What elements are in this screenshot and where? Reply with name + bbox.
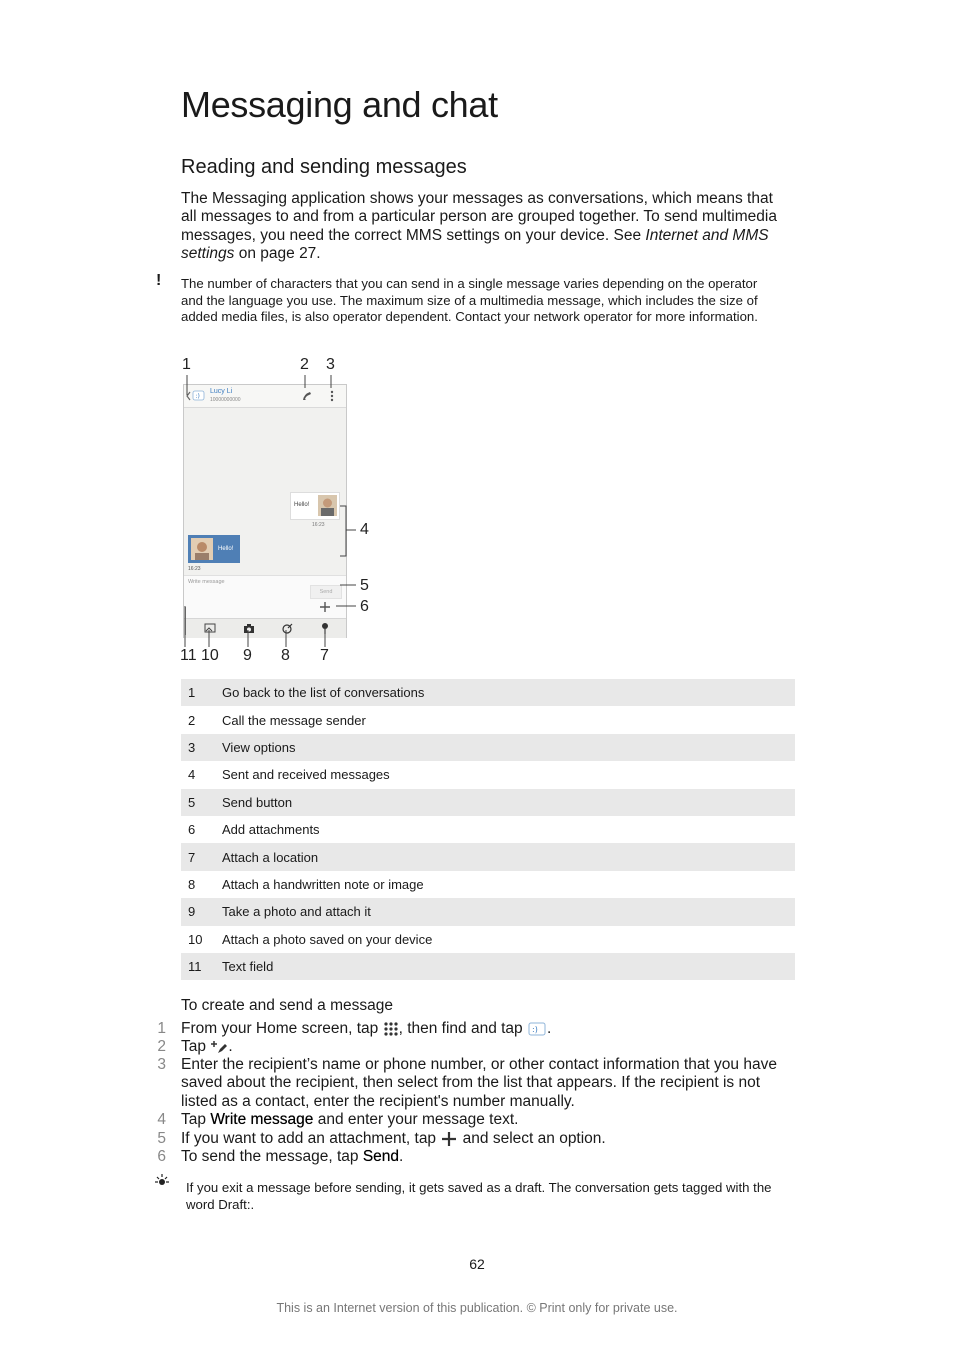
warning-icon: !: [156, 272, 162, 289]
table-row: 8 Attach a handwritten note or image: [188, 876, 424, 892]
received-time: 16:23: [188, 566, 201, 572]
mms-settings-link[interactable]: Internet and MMS settings: [181, 226, 769, 263]
step-6: To send the message, tap Send.: [181, 1148, 404, 1165]
callout-4: 4: [360, 521, 369, 538]
section-title: Reading and sending messages: [181, 156, 467, 178]
sent-message-bubble[interactable]: Hello!: [290, 492, 340, 520]
note-paragraph: The number of characters that you can send in a single message varies depending on the operator and the language you use. The maximum size of a multimedia message, which includes the size of added media files, is also operator dependent. Contact your network operator for more information.: [181, 276, 758, 325]
callout-9: 9: [243, 647, 252, 664]
new-message-icon: [210, 1039, 228, 1055]
footer-notice: This is an Internet version of this publication. © Print only for private use.: [276, 1301, 678, 1315]
tip-paragraph: If you exit a message before sending, it gets saved as a draft. The conversation gets tagged with the word Draft:.: [186, 1180, 772, 1212]
steps-heading: To create and send a message: [181, 997, 393, 1014]
svg-text::): :): [531, 1024, 538, 1034]
step-3: Enter the recipient’s name or phone number, or other contact information that you have saved about the recipient, then select from the list that appears. If the recipient is not listed as a contact, enter the recipient's number manually.: [181, 1056, 777, 1110]
write-message-label: Write message: [210, 1111, 314, 1128]
page-number: 62: [469, 1256, 485, 1272]
tip-lightbulb-icon: [154, 1174, 170, 1190]
step-2: Tap .: [181, 1038, 233, 1055]
callout-5: 5: [360, 577, 369, 594]
step-number: 3: [157, 1056, 166, 1073]
table-row: 5 Send button: [181, 789, 795, 816]
table-row: 11 Text field: [181, 953, 795, 980]
send-button-figure[interactable]: Send: [310, 585, 342, 599]
legend-table: [181, 679, 795, 980]
messaging-app-icon: [527, 1021, 547, 1037]
step-number: 1: [157, 1020, 166, 1037]
table-row: 9 Take a photo and attach it: [181, 898, 795, 925]
sent-time: 16:23: [312, 522, 325, 528]
step-number: 4: [157, 1111, 166, 1128]
step-4: Tap Write message and enter your message text.: [181, 1111, 519, 1128]
intro-paragraph: The Messaging application shows your messages as conversations, which means that all messages to and from a particular person are grouped together. To send multimedia messages, you need the correct MMS settings on your device. See Internet and MMS settings on page 27.: [181, 190, 777, 263]
table-row: 4 Sent and received messages: [188, 767, 390, 783]
table-row: 2 Call the message sender: [188, 712, 366, 728]
callout-11: 11: [180, 647, 197, 664]
table-row: 6 Add attachments: [188, 822, 320, 838]
contact-number: 10000000000: [210, 397, 241, 403]
table-row: 3 View options: [181, 734, 795, 761]
callout-lines: [178, 370, 378, 655]
callout-2: 2: [300, 356, 309, 373]
table-row: 10 Attach a photo saved on your device: [188, 931, 433, 947]
table-row: 7 Attach a location: [181, 843, 795, 870]
callout-7: 7: [320, 647, 329, 664]
plus-icon: [440, 1131, 458, 1147]
step-5: If you want to add an attachment, tap and select an option.: [181, 1130, 606, 1147]
write-message-field[interactable]: Write message: [188, 579, 225, 585]
callout-8: 8: [281, 647, 290, 664]
received-message-bubble[interactable]: Hello!: [188, 535, 240, 563]
step-number: 5: [157, 1130, 166, 1147]
table-row: 1 Go back to the list of conversations: [181, 679, 795, 706]
callout-3: 3: [326, 356, 335, 373]
callout-6: 6: [360, 598, 369, 615]
step-number: 6: [157, 1148, 166, 1165]
page-title: Messaging and chat: [181, 84, 498, 125]
apps-grid-icon: [383, 1021, 399, 1037]
contact-name: Lucy Li: [210, 388, 233, 395]
send-label: Send: [362, 1148, 400, 1165]
step-1: From your Home screen, tap , then find and tap :) .: [181, 1020, 552, 1037]
callout-1: 1: [182, 356, 191, 373]
callout-10: 10: [201, 647, 219, 664]
svg-text::): :): [195, 393, 200, 400]
step-number: 2: [157, 1038, 166, 1055]
